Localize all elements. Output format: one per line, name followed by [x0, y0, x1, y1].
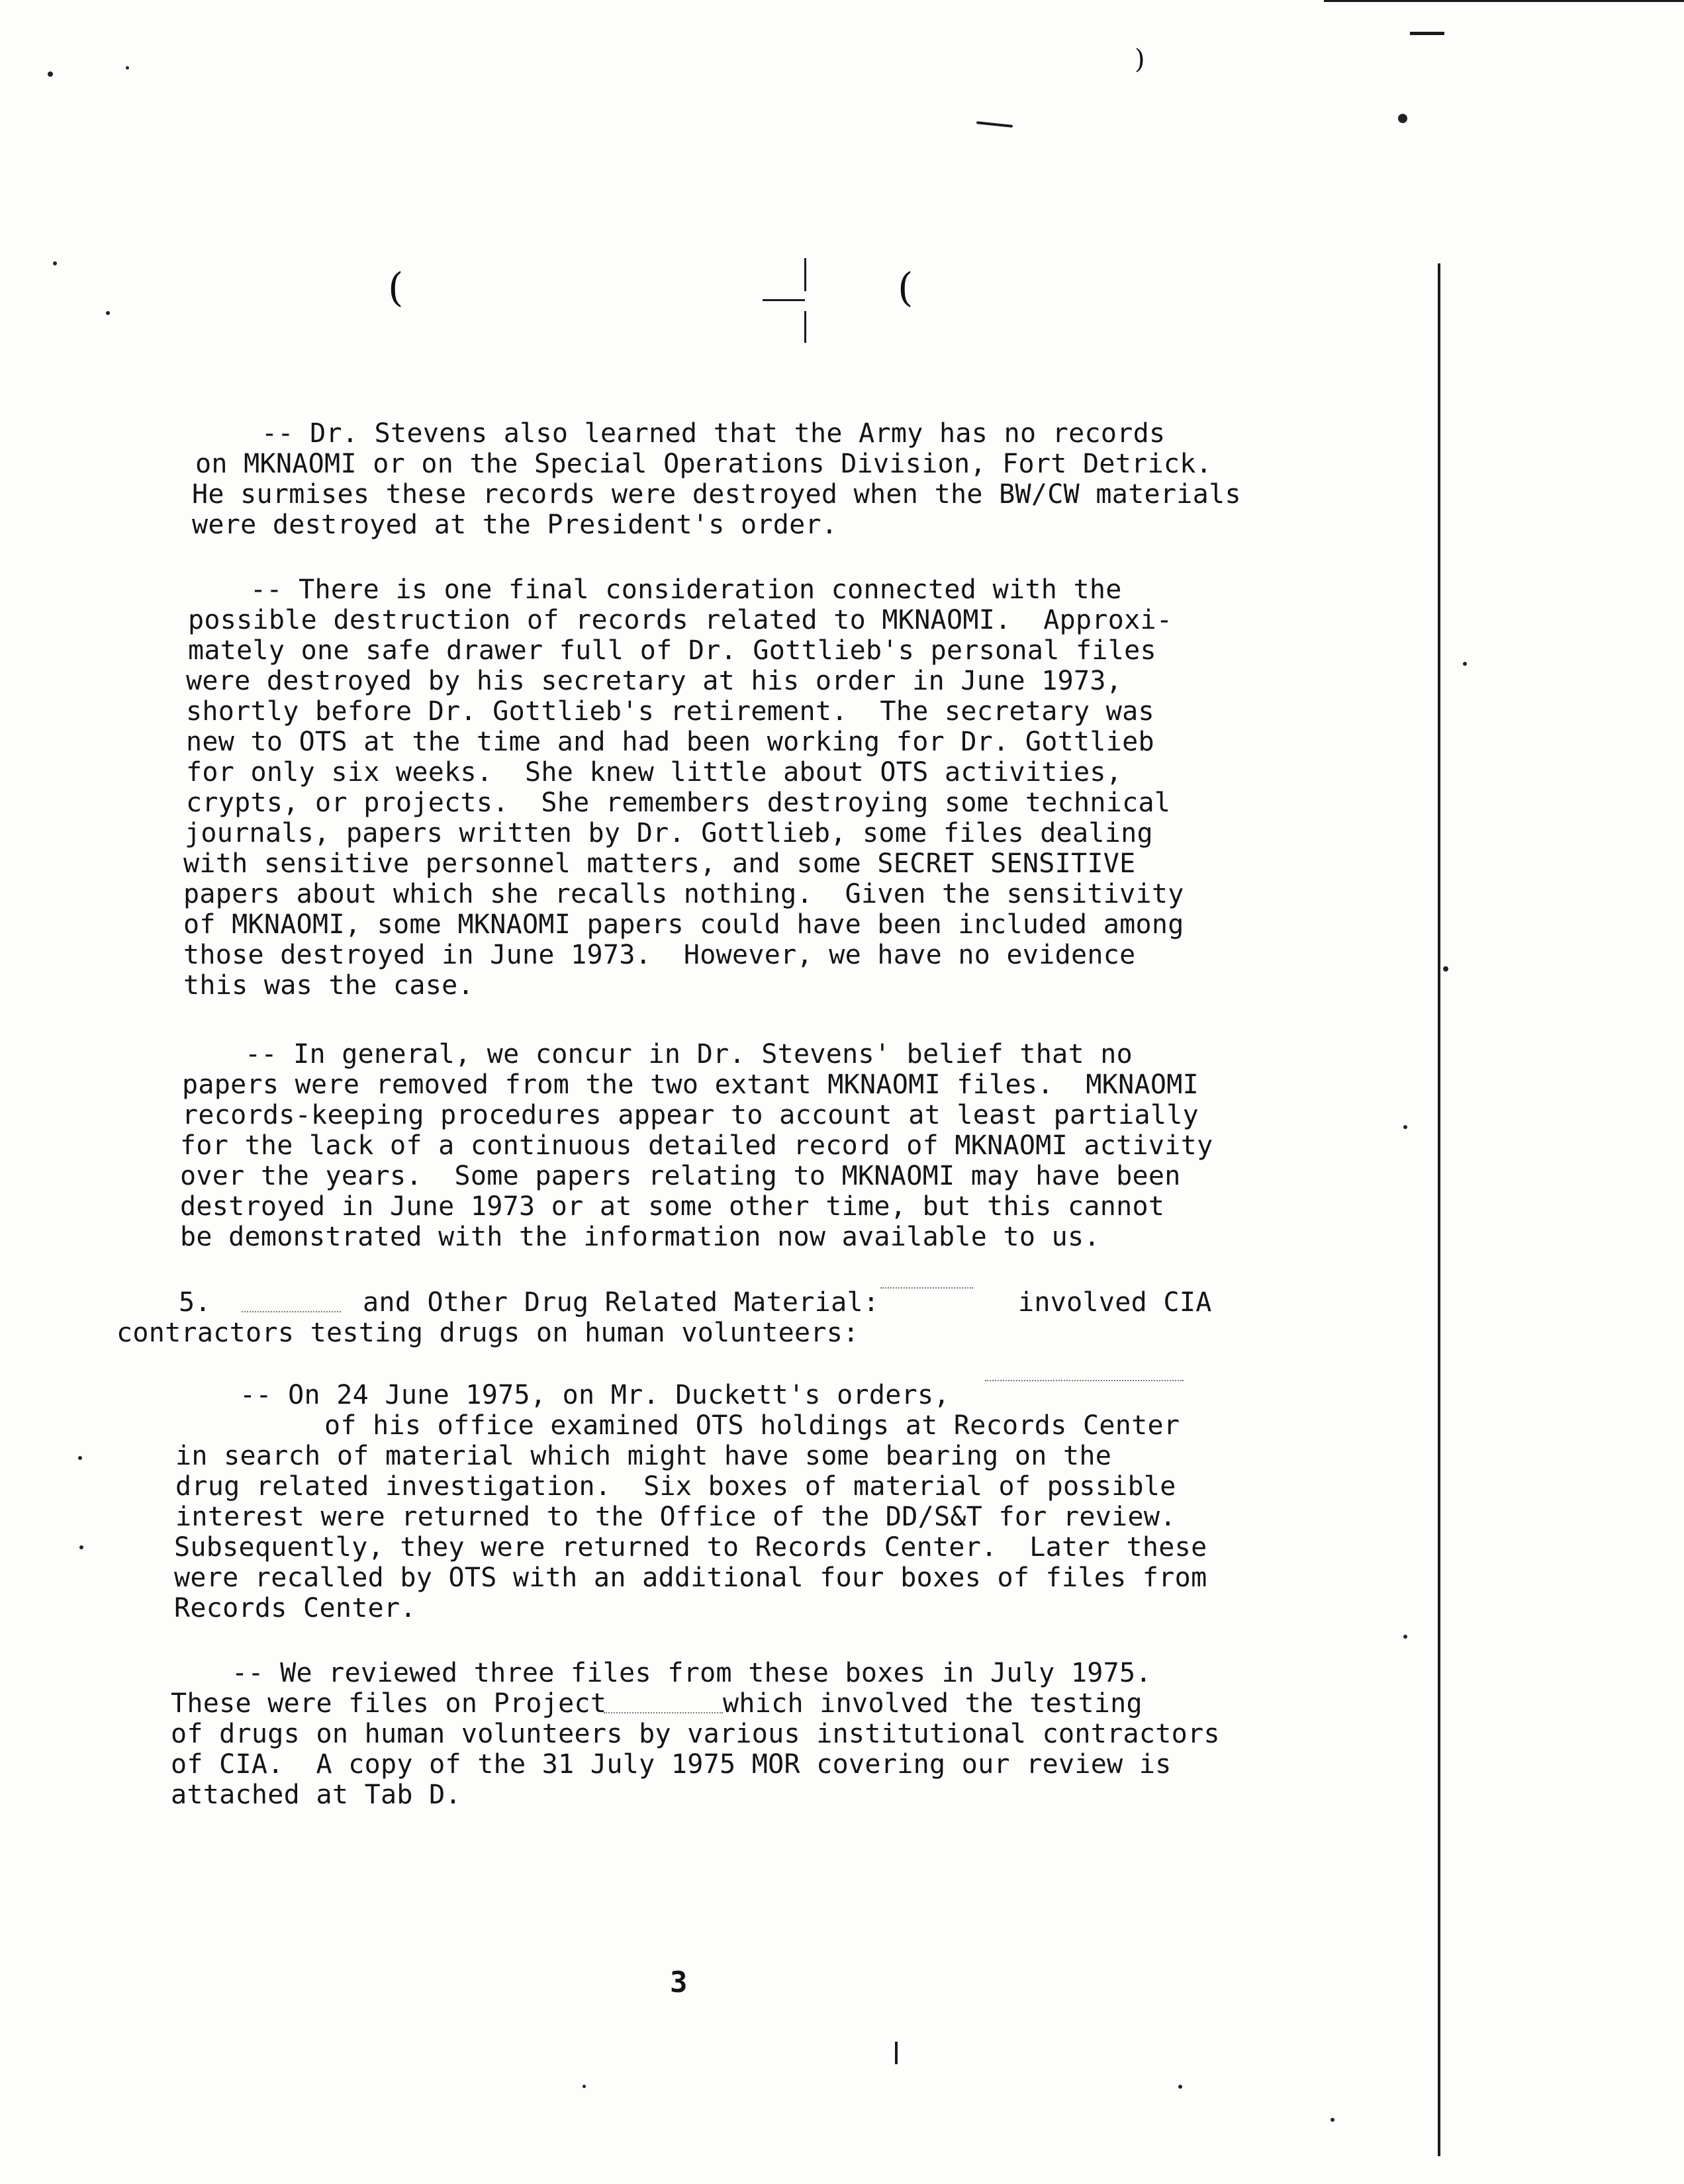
text-line: destroyed in June 1973 or at some other time, but this cannot: [180, 1191, 1165, 1222]
text-line: over the years. Some papers relating to MKNAOMI may have been: [180, 1161, 1181, 1191]
scan-speck: [79, 1545, 83, 1549]
scan-speck: [1403, 1125, 1407, 1129]
top-edge-line: [1324, 0, 1684, 2]
text-line: and Other Drug Related Material:: [363, 1287, 880, 1318]
text-line: which involved the testing: [723, 1688, 1143, 1719]
text-line: involved CIA: [1018, 1287, 1212, 1318]
text-line: Records Center.: [174, 1593, 416, 1623]
text-line: -- In general, we concur in Dr. Stevens' belief that no: [245, 1039, 1133, 1069]
text-line: in search of material which might have some bearing on the: [175, 1441, 1112, 1471]
center-tick-mark-lower: [804, 311, 806, 343]
text-line: new to OTS at the time and had been working for Dr. Gottlieb: [186, 727, 1154, 757]
text-line: papers were removed from the two extant MKNAOMI files. MKNAOMI: [182, 1069, 1199, 1100]
text-line: of CIA. A copy of the 31 July 1975 MOR covering our review is: [171, 1749, 1172, 1780]
redacted-area: [880, 1287, 973, 1302]
text-line: Subsequently, they were returned to Records Center. Later these: [174, 1532, 1207, 1563]
scan-speck: [583, 2085, 586, 2088]
text-line: were recalled by OTS with an additional four boxes of files from: [174, 1563, 1207, 1593]
center-dash-mark: [763, 299, 805, 301]
text-line: for the lack of a continuous detailed record of MKNAOMI activity: [180, 1130, 1213, 1161]
text-line: on MKNAOMI or on the Special Operations Division, Fort Detrick.: [195, 449, 1213, 479]
text-line: These were files on Project: [171, 1688, 607, 1719]
text-line: of drugs on human volunteers by various institutional contractors: [171, 1719, 1220, 1749]
item-number: 5.: [179, 1287, 211, 1318]
scan-speck: [48, 71, 53, 77]
text-line: -- There is one final consideration connected with the: [250, 574, 1122, 605]
redacted-area: [242, 1287, 341, 1312]
text-line: interest were returned to the Office of the DD/S&T for review.: [175, 1502, 1176, 1532]
scan-speck: [1403, 1635, 1407, 1639]
scan-speck: [1178, 2085, 1182, 2089]
text-line: records-keeping procedures appear to account at least partially: [182, 1100, 1199, 1130]
page-number: 3: [670, 1966, 688, 1999]
curved-mark: [976, 121, 1013, 128]
text-line: contractors testing drugs on human volunteers:: [117, 1318, 859, 1348]
text-line: for only six weeks. She knew little about OTS activities,: [186, 757, 1123, 788]
ink-dot: [1398, 114, 1407, 123]
text-line: this was the case.: [183, 970, 474, 1001]
text-line: drug related investigation. Six boxes of material of possible: [175, 1471, 1176, 1502]
text-line: crypts, or projects. She remembers destroying some technical: [186, 788, 1171, 818]
text-line: of MKNAOMI, some MKNAOMI papers could have been included among: [183, 909, 1184, 940]
right-margin-rule: [1438, 263, 1440, 2156]
bottom-tick-mark: [895, 2042, 898, 2064]
text-line: papers about which she recalls nothing. Given the sensitivity: [183, 879, 1184, 909]
text-line: -- On 24 June 1975, on Mr. Duckett's orders,: [240, 1380, 950, 1410]
text-line: with sensitive personnel matters, and some SECRET SENSITIVE: [183, 848, 1136, 879]
text-line: be demonstrated with the information now available to us.: [180, 1222, 1100, 1252]
text-line: -- We reviewed three files from these boxes in July 1975.: [232, 1658, 1152, 1688]
text-line: He surmises these records were destroyed when the BW/CW materials: [192, 479, 1241, 510]
scan-speck: [1331, 2118, 1334, 2122]
scan-speck: [126, 66, 129, 69]
redacted-area: [985, 1380, 1184, 1397]
text-line: attached at Tab D.: [171, 1780, 461, 1810]
scan-speck: [78, 1456, 82, 1460]
text-line: shortly before Dr. Gottlieb's retirement. The secretary was: [186, 696, 1154, 727]
right-parenthesis-mark: (: [898, 265, 913, 311]
text-line: were destroyed at the President's order.: [192, 510, 838, 540]
small-parenthesis-mark: ): [1135, 44, 1145, 75]
text-line: possible destruction of records related to MKNAOMI. Approxi-: [188, 605, 1173, 635]
text-line: -- Dr. Stevens also learned that the Army has no records: [261, 418, 1166, 449]
scan-speck: [106, 311, 110, 315]
text-line: of his office examined OTS holdings at Records Center: [324, 1410, 1180, 1441]
scan-speck: [53, 261, 57, 265]
text-line: journals, papers written by Dr. Gottlieb, some files dealing: [185, 818, 1153, 848]
top-right-dash: [1410, 32, 1444, 35]
text-line: were destroyed by his secretary at his order in June 1973,: [186, 666, 1123, 696]
left-parenthesis-mark: (: [388, 265, 404, 311]
text-line: those destroyed in June 1973. However, we have no evidence: [183, 940, 1136, 970]
text-line: mately one safe drawer full of Dr. Gottlieb's personal files: [188, 635, 1156, 666]
redacted-area: [604, 1688, 723, 1713]
center-tick-mark: [804, 258, 806, 291]
scan-speck: [1463, 662, 1467, 666]
scan-speck: [1443, 966, 1448, 972]
